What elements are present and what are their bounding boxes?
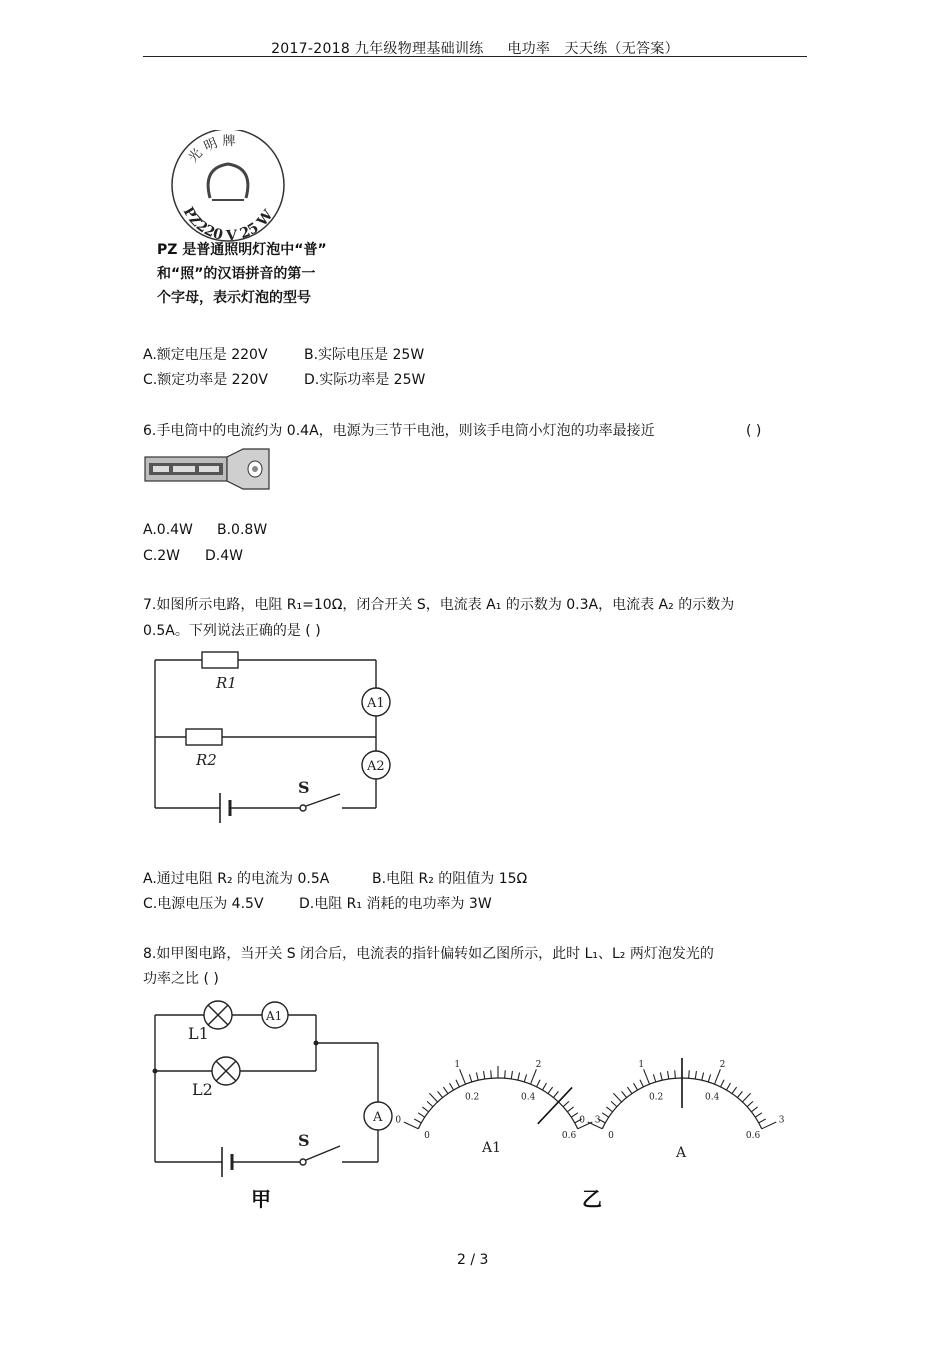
dial-tick xyxy=(505,1070,506,1078)
q6-stem: 6.手电筒中的电流约为 0.4A，电源为三节干电池，则该手电筒小灯泡的功率最接近 xyxy=(143,423,655,439)
dial-outer-tick-label: 2 xyxy=(535,1059,542,1070)
dial-tick xyxy=(524,1074,526,1082)
dial-tick xyxy=(429,1093,437,1102)
dial-inner-tick-label: 0.2 xyxy=(648,1092,664,1103)
dial-tick xyxy=(675,1070,676,1078)
dial-tick xyxy=(759,1119,766,1123)
dial-outer-tick-label: 3 xyxy=(778,1115,785,1126)
dial-outer-tick-label: 1 xyxy=(638,1059,645,1070)
q7-option-d: D.电阻 R₁ 消耗的电功率为 3W xyxy=(299,896,492,912)
q7-label-a2: A2 xyxy=(367,759,385,774)
dial-tick xyxy=(427,1101,433,1106)
dial-tick xyxy=(708,1074,710,1082)
figure-caption-jia: 甲 xyxy=(251,1187,271,1211)
dial-tick xyxy=(571,1113,578,1117)
dial-tick xyxy=(737,1091,742,1097)
dial-tick xyxy=(640,1080,644,1087)
bulb-caption-line-3: 个字母，表示灯泡的型号 xyxy=(157,290,311,306)
dial-tick xyxy=(751,1107,757,1112)
q8-label-l1: L1 xyxy=(188,1024,209,1043)
dial-tick xyxy=(484,1071,485,1079)
page-header: 2017-2018 九年级物理基础训练 电功率 天天练（无答案） xyxy=(271,41,679,57)
dial-outer-tick-label: 0 xyxy=(395,1115,402,1126)
dial-tick xyxy=(721,1080,725,1087)
dial-tick xyxy=(689,1070,690,1078)
dial-tick xyxy=(644,1069,650,1084)
dial-tick xyxy=(548,1087,553,1094)
dial-tick xyxy=(404,1122,419,1129)
dial-tick xyxy=(653,1074,655,1082)
dial-tick xyxy=(714,1069,720,1084)
dial-tick xyxy=(702,1072,704,1080)
dial-tick xyxy=(732,1087,737,1094)
junction-dot-left xyxy=(153,1069,158,1074)
dial-tick xyxy=(634,1083,638,1090)
dial-tick xyxy=(762,1122,777,1129)
dial-tick xyxy=(460,1069,466,1084)
q7-label-switch: S xyxy=(298,778,310,797)
q7-label-r1: R1 xyxy=(216,674,237,692)
dial-outer-tick-label: 2 xyxy=(719,1059,726,1070)
dial-outer-tick-label: 1 xyxy=(454,1059,461,1070)
q6-option-c: C.2W xyxy=(143,548,180,564)
q8-label-a: A xyxy=(373,1110,383,1125)
junction-dot-right xyxy=(314,1041,319,1046)
ammeter-dials-yi xyxy=(395,1048,790,1168)
dial-tick xyxy=(537,1080,541,1087)
dial-tick xyxy=(414,1119,421,1123)
ammeter-dial-a1 xyxy=(395,1060,600,1141)
dial-tick xyxy=(602,1113,609,1117)
q7-label-r2: R2 xyxy=(196,751,217,769)
dial-tick xyxy=(422,1107,428,1112)
seal-top-text: 光 明 牌 xyxy=(185,134,236,166)
q7-label-a1: A1 xyxy=(367,696,385,711)
dial-tick xyxy=(418,1113,425,1117)
q8-label-a1: A1 xyxy=(266,1009,283,1023)
header-rule xyxy=(143,56,807,57)
bulb-nameplate-figure xyxy=(170,130,300,245)
dial-tick xyxy=(563,1101,569,1106)
q8-circuit-diagram-jia xyxy=(150,995,390,1175)
dial-tick xyxy=(469,1074,471,1082)
q7-circuit-diagram xyxy=(150,648,395,833)
dial-tick xyxy=(747,1101,753,1106)
q5-option-c: C.额定功率是 220V xyxy=(143,372,268,388)
dial-needle xyxy=(538,1087,572,1123)
q7-stem-line-2: 0.5A。下列说法正确的是 ( ) xyxy=(143,623,321,639)
dial-inner-tick-label: 0 xyxy=(424,1130,430,1141)
q6-answer-blank: ( ) xyxy=(746,423,762,439)
dial-inner-tick-label: 0.2 xyxy=(464,1092,480,1103)
ammeter-dial-a xyxy=(579,1058,784,1141)
dial-tick xyxy=(613,1093,621,1102)
dial-tick xyxy=(755,1113,762,1117)
dial-tick xyxy=(530,1069,536,1084)
figure-caption-yi: 乙 xyxy=(582,1187,602,1211)
dial-inner-tick-label: 0.4 xyxy=(521,1092,536,1103)
q8-stem-line-1: 8.如甲图电路，当开关 S 闭合后，电流表的指针偏转如乙图所示，此时 L₁、L₂ 两灯泡发光的 xyxy=(143,946,714,962)
dial-tick xyxy=(518,1072,520,1080)
dial-tick xyxy=(695,1071,696,1079)
q8-label-switch: S xyxy=(298,1131,310,1150)
q5-option-a: A.额定电压是 220V xyxy=(143,347,268,363)
q7-option-a: A.通过电阻 R₂ 的电流为 0.5A xyxy=(143,871,330,887)
meter-label-a: A xyxy=(676,1145,687,1161)
dial-tick xyxy=(622,1091,627,1097)
q5-option-b: B.实际电压是 25W xyxy=(304,347,425,363)
dial-tick xyxy=(443,1087,448,1094)
dial-inner-tick-label: 0.6 xyxy=(561,1130,577,1141)
dial-tick xyxy=(726,1083,730,1090)
dial-tick xyxy=(567,1107,573,1112)
dial-tick xyxy=(511,1071,512,1079)
dial-tick xyxy=(476,1072,478,1080)
dial-tick xyxy=(742,1093,750,1102)
bulb-caption-line-1: PZ 是普通照明灯泡中“普” xyxy=(157,242,327,258)
flashlight-figure xyxy=(143,447,273,491)
dial-tick xyxy=(491,1070,492,1078)
dial-tick xyxy=(660,1072,662,1080)
q7-option-c: C.电源电压为 4.5V xyxy=(143,896,264,912)
dial-outer-tick-label: 3 xyxy=(594,1115,601,1126)
dial-tick xyxy=(606,1107,612,1112)
q8-label-l2: L2 xyxy=(192,1080,213,1099)
dial-inner-tick-label: 0.4 xyxy=(705,1092,720,1103)
dial-inner-tick-label: 0.6 xyxy=(745,1130,761,1141)
page-number: 2 / 3 xyxy=(457,1252,489,1268)
dial-tick xyxy=(553,1091,558,1097)
dial-tick xyxy=(611,1101,617,1106)
dial-tick xyxy=(668,1071,669,1079)
q6-option-a: A.0.4W xyxy=(143,522,193,538)
seal-model-text: PZ220 V 25 W xyxy=(179,204,277,245)
meter-label-a1: A1 xyxy=(482,1140,502,1156)
dial-tick xyxy=(450,1083,454,1090)
q8-stem-line-2: 功率之比 ( ) xyxy=(143,971,219,987)
q7-option-b: B.电阻 R₂ 的阻值为 15Ω xyxy=(372,871,528,887)
bulb-caption-line-2: 和“照”的汉语拼音的第一 xyxy=(157,266,316,282)
dial-inner-tick-label: 0 xyxy=(608,1130,614,1141)
dial-tick xyxy=(438,1091,443,1097)
dial-tick xyxy=(627,1087,632,1094)
q6-option-d: D.4W xyxy=(205,548,243,564)
q7-stem-line-1: 7.如图所示电路，电阻 R₁=10Ω，闭合开关 S，电流表 A₁ 的示数为 0.3A，电流表 A₂ 的示数为 xyxy=(143,597,735,613)
dial-outer-tick-label: 0 xyxy=(579,1115,586,1126)
dial-tick xyxy=(542,1083,546,1090)
q6-option-b: B.0.8W xyxy=(217,522,268,538)
dial-tick xyxy=(456,1080,460,1087)
q5-option-d: D.实际功率是 25W xyxy=(304,372,426,388)
